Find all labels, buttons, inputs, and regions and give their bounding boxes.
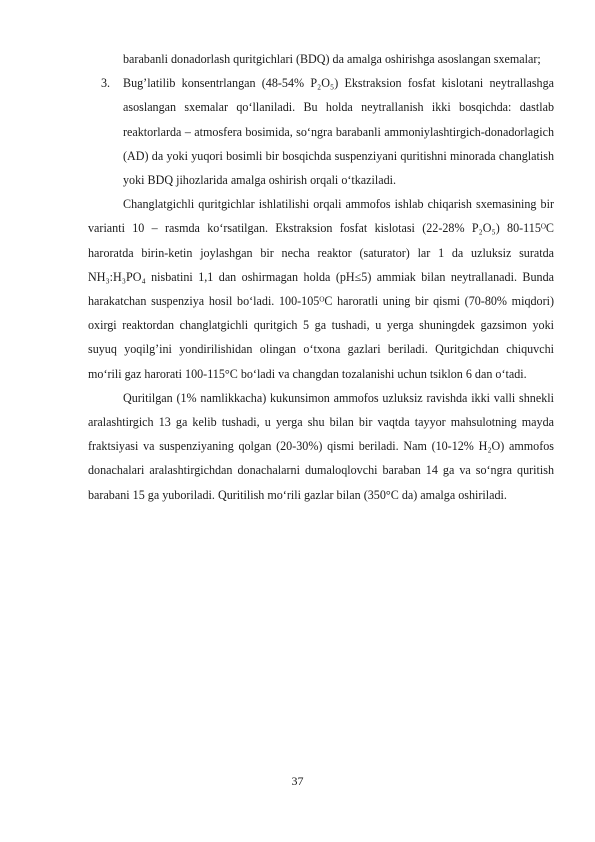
list-item-3 <box>88 71 554 192</box>
paragraph: Changlatgichli quritgichlar ishlatilishi orqali ammofos ishlab chiqarish sxemasining bir varianti 10 – rasmda ko‘rsatilgan. Ekstraksion fosfat kislotasi (22-28% P₂O₅) 80-115ᴼC haroratda birin-ketin joylashgan bir necha reaktor (saturator) lar 1 da uzluksiz suratda NH₃:H₃PO₄ nisbatini 1,1 dan oshirmagan holda (pH≤5) ammiak bilan neytrallanadi. Bunda harakatchan suspenziya hosil bo‘ladi. 100-105ᴼC haroratli uning bir qismi (70-80% miqdori) oxirgi reaktordan changlatgichli quritgich 5 ga tushadi, u yerga shuningdek gazsimon yoki suyuq yoqilg’ini yondirilishidan olingan o‘txona gazlari beriladi. Quritgichdan chiquvchi mo‘rili gaz harorati 100-115°C bo‘ladi va changdan tozalanishi uchun tsiklon 6 dan o‘tadi. <box>88 197 554 381</box>
list-item-number: 3. <box>101 76 111 91</box>
paragraph: Quritilgan (1% namlikkacha) kukunsimon ammofos uzluksiz ravishda ikki valli shnekli aralashtirgich 13 ga kelib tushadi, u yerga shu bilan bir vaqtda tayyor mahsulotning mayda fraktsiyasi va suspenziyaning qolgan (20-30%) qismi beriladi. Nam (10-12% H₂O) ammofos donachalari aralashtirgichdan donachalarni dumaloqlovchi baraban 14 ga va so‘ngra quritish barabani 15 ga yuboriladi. Quritilish mo‘rili gazlar bilan (350°C da) amalga oshiriladi. <box>88 390 554 502</box>
page-number: 37 <box>291 774 304 788</box>
body-text <box>88 47 554 507</box>
list-item-text: Bug’latilib konsentrlangan (48-54% P₂O₅) Ekstraksion fosfat kislotani neytrallashga asoslangan sxemalar qo‘llaniladi. Bu holda neytrallanish ikki bosqichda: dastlab reaktorlarda – atmosfera bosimida, so‘ngra barabanli ammoniylashtirgich-donadorlagich (AD) da yoki yuqori bosimli bir bosqichda suspenziyani quritishni minorada changlatish yoki BDQ jihozlarida amalga oshirish orqali o‘tkaziladi. <box>123 76 554 188</box>
list-item-continuation: barabanli donadorlash quritgichlari (BDQ) da amalga oshirishga asoslangan sxemalar; <box>123 52 541 66</box>
